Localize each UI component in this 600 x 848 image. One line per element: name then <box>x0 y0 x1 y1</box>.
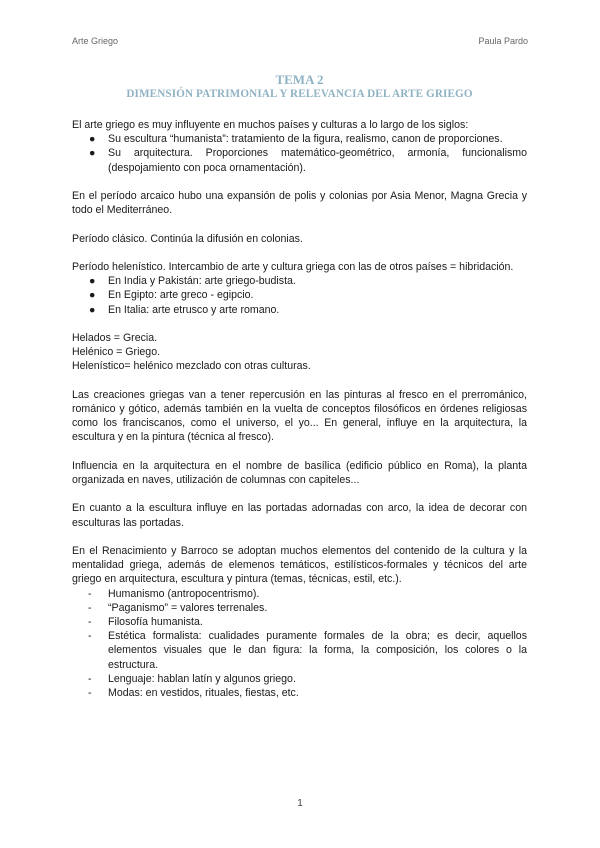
bullet-icon: ● <box>89 275 96 288</box>
dash-icon: - <box>88 687 92 699</box>
dash-icon: - <box>88 587 92 600</box>
page-title: TEMA 2 <box>275 72 324 87</box>
page-number: 1 <box>297 798 303 809</box>
architecture-paragraph: Influencia en la arquitectura en el nombre de basílica (edificio público en Roma), la planta organizada en naves, utilización de columnas con capiteles... <box>72 459 527 486</box>
dash-icon: - <box>88 672 92 685</box>
dash-icon: - <box>88 615 92 628</box>
definition-line: Helenístico= helénico mezclado con otras culturas. <box>72 360 311 373</box>
dash-icon: - <box>88 630 92 643</box>
hellenistic-bullet-list <box>72 274 527 317</box>
list-item: - Lenguaje: hablan latín y algunos griego. <box>88 672 296 685</box>
definitions-block <box>72 331 527 374</box>
list-item: - Estética formalista: cualidades puramente formales de la obra; es decir, aquellos elementos visuales que le dan figura: la forma, la composición, los colores o la estructura. <box>88 630 527 671</box>
bullet-icon: ● <box>89 147 96 160</box>
dash-icon: - <box>88 601 92 614</box>
list-item: - Filosofía humanista. <box>88 615 203 628</box>
header-right: Paula Pardo <box>478 36 528 46</box>
list-item: - Humanismo (antropocentrismo). <box>88 587 260 600</box>
list-item: - Modas: en vestidos, rituales, fiestas, etc. <box>88 687 299 699</box>
classic-paragraph: Período clásico. Continúa la difusión en colonias. <box>72 232 303 245</box>
intro-bullet-list <box>72 132 527 175</box>
archaic-paragraph: En el período arcaico hubo una expansión de polis y colonias por Asia Menor, Magna Grecia y todo el Mediterráneo. <box>72 190 527 217</box>
list-item: ● En Italia: arte etrusco y arte romano. <box>89 303 280 316</box>
sculpture-paragraph: En cuanto a la escultura influye en las portadas adornadas con arco, la idea de decorar con esculturas las portadas. <box>72 502 527 529</box>
bullet-icon: ● <box>89 133 96 146</box>
intro-paragraph: El arte griego es muy influyente en muchos países y culturas a lo largo de los siglos: <box>72 119 469 131</box>
renaissance-paragraph: En el Renacimiento y Barroco se adoptan muchos elementos del contenido de la cultura y la mentalidad griega, además de elemenos temáticos, estilísticos-formales y técnicos del arte griego en arquitectura, escultura y pintura (temas, técnicas, estil, etc.). <box>72 544 527 586</box>
creations-paragraph: Las creaciones griegas van a tener repercusión en las pinturas al fresco en el prerrománico, románico y gótico, además también en la vuelta de conceptos filosóficos en órdenes religiosas como los franciscanos, como el universo, el yo... En general, influye en la arquitectura, la escultura y en la pintura (técnica al fresco). <box>72 388 527 444</box>
list-item: ● Su escultura “humanista”: tratamiento de la figura, realismo, canon de proporciones. <box>89 133 503 146</box>
bullet-icon: ● <box>89 289 96 302</box>
header-left: Arte Griego <box>72 36 119 46</box>
hellenistic-paragraph: Período helenístico. Intercambio de arte y cultura griega con las de otros países = hibridación. <box>72 260 514 273</box>
page-subtitle: DIMENSIÓN PATRIMONIAL Y RELEVANCIA DEL ARTE GRIEGO <box>126 88 473 100</box>
list-item: ● En Egipto: arte greco - egipcio. <box>89 289 254 302</box>
list-item: ● Su arquitectura. Proporciones matemático-geométrico, armonía, funcionalismo (despojamiento con poca ornamentación). <box>89 147 527 174</box>
list-item: - “Paganismo” = valores terrenales. <box>88 601 268 614</box>
document-body <box>72 73 527 700</box>
definition-line: Helados = Grecia. <box>72 331 158 344</box>
renaissance-dash-list <box>72 587 527 701</box>
definition-line: Helénico = Griego. <box>72 346 161 359</box>
list-item: ● En India y Pakistán: arte griego-budista. <box>89 275 296 288</box>
bullet-icon: ● <box>89 303 96 316</box>
